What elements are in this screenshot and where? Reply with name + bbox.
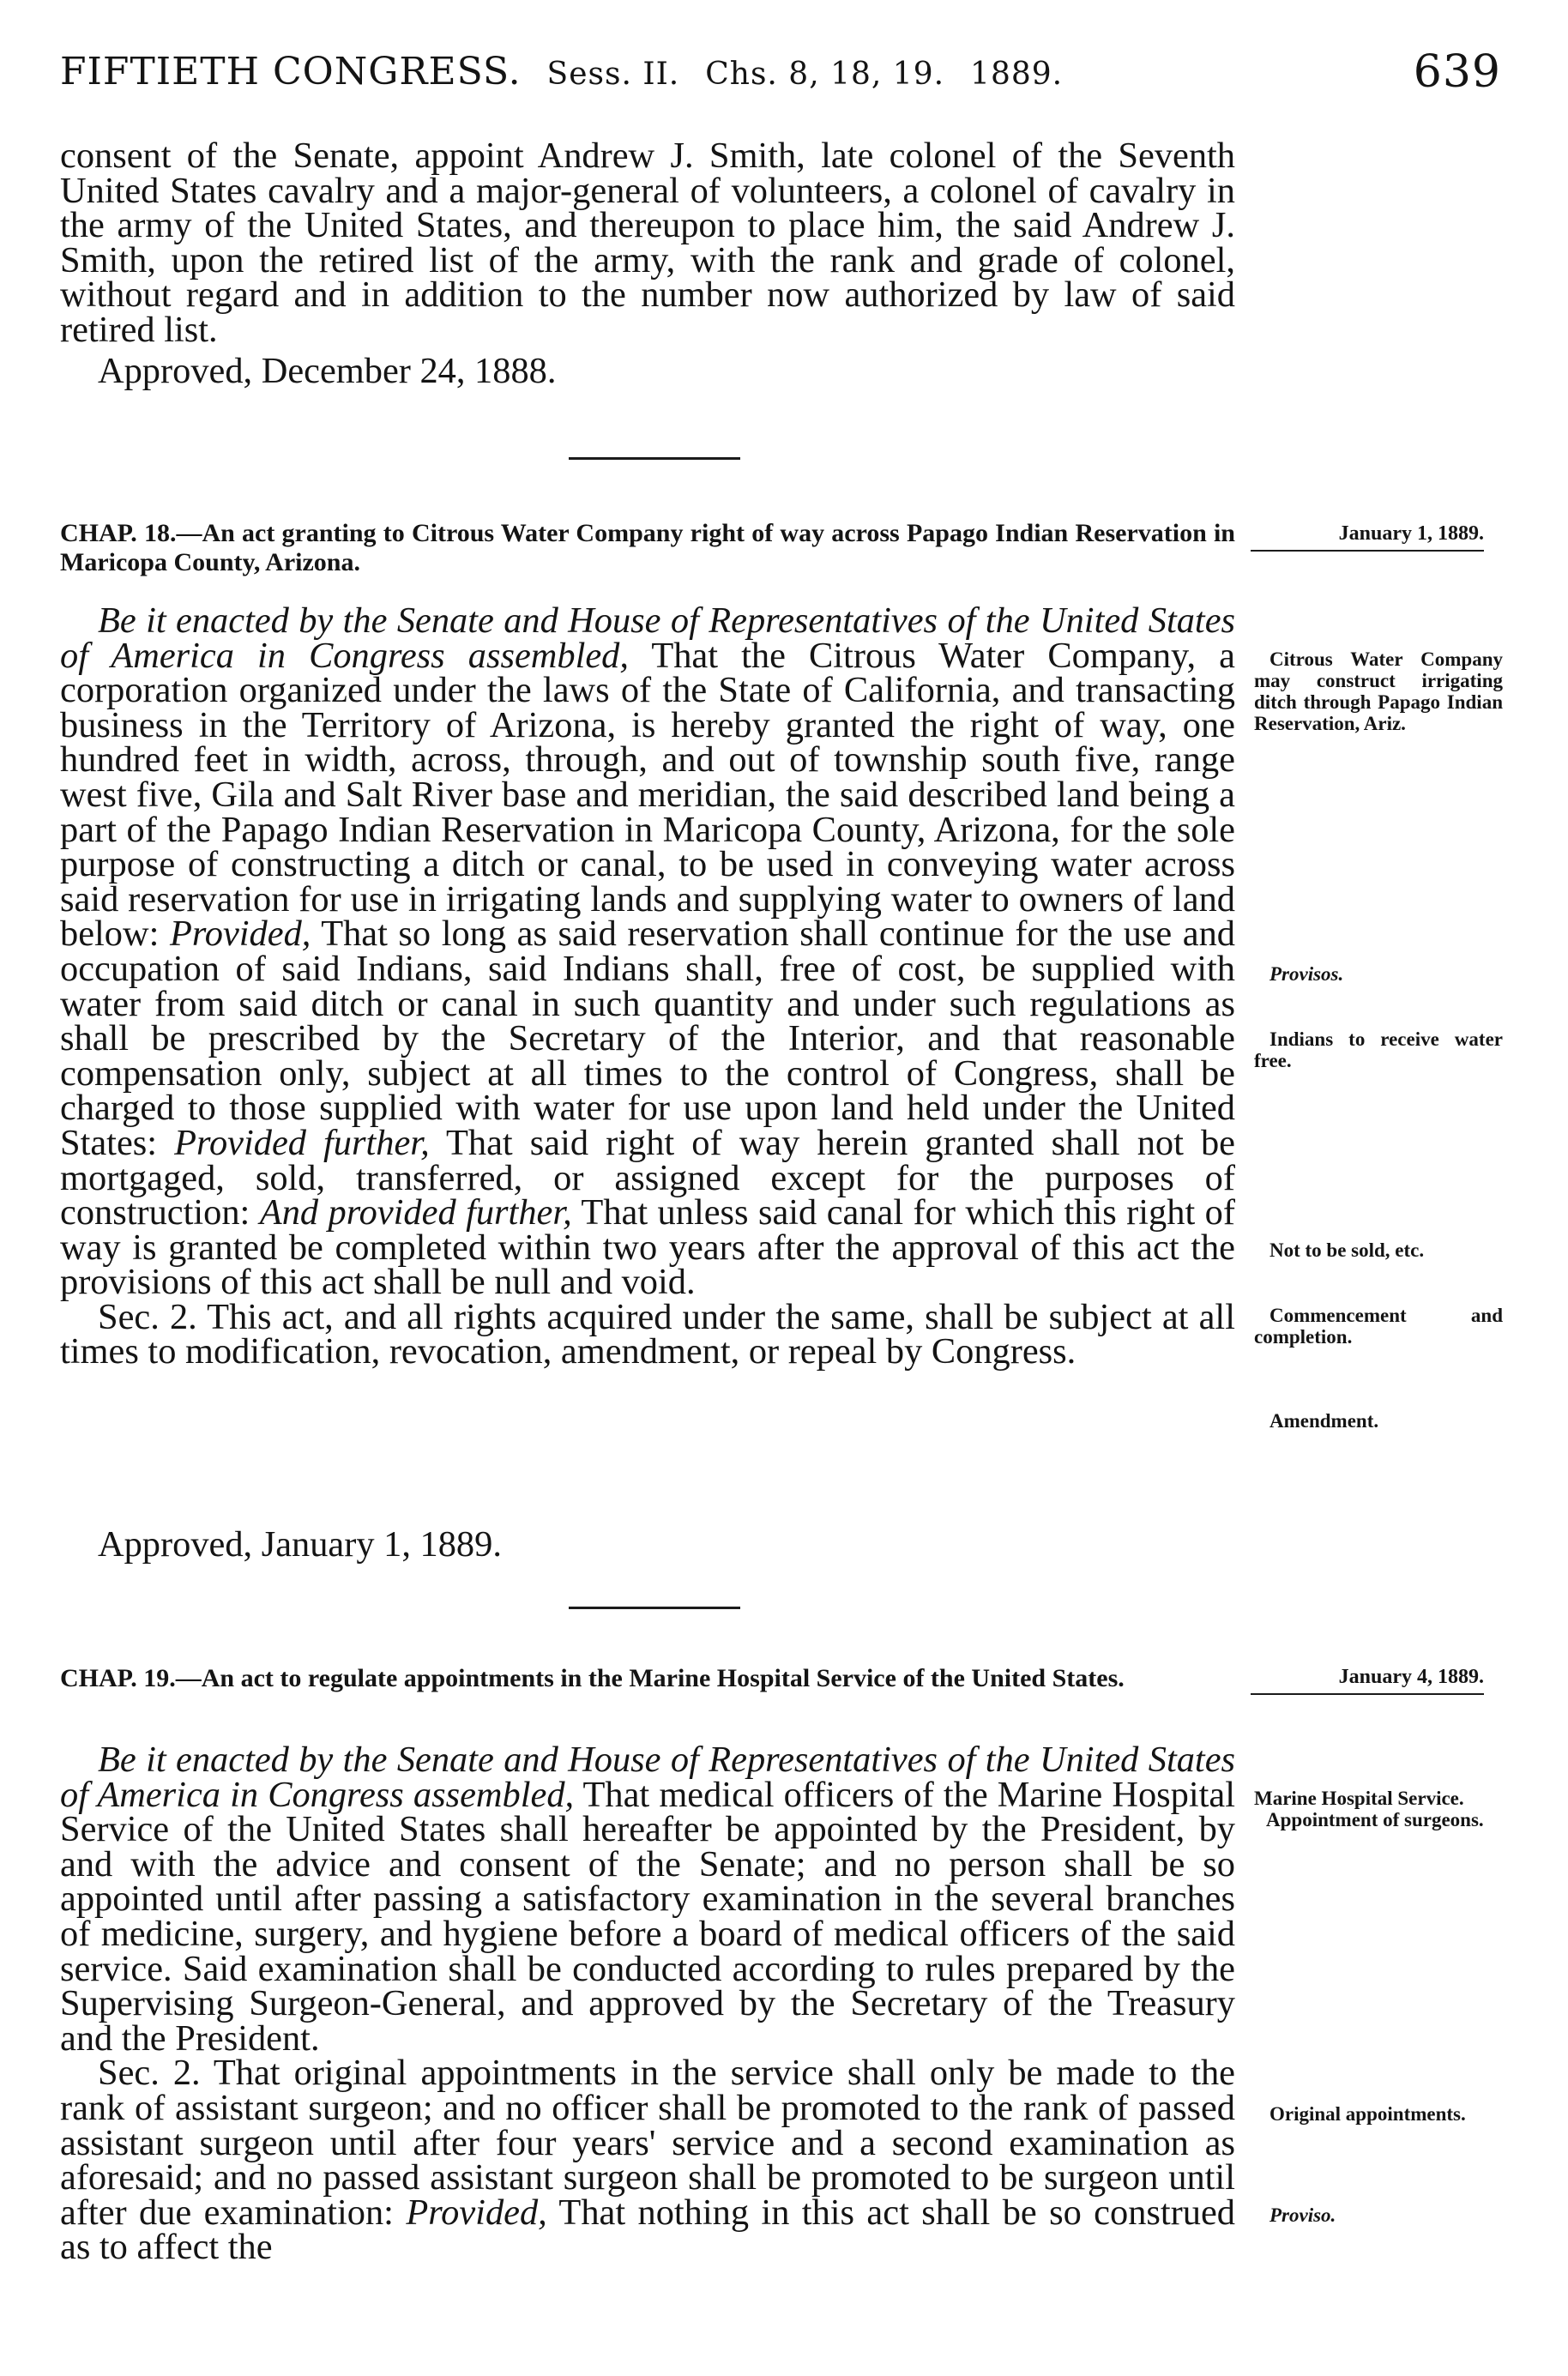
chapter-19-heading: CHAP. 19.—An act to regulate appointments in the Marine Hospital Service of the United States. <box>60 1664 1125 1692</box>
section-divider <box>569 457 740 460</box>
chapter-18-approved: Approved, January 1, 1889. <box>98 1524 502 1565</box>
margin-note-provisos: Provisos. <box>1269 963 1344 985</box>
chapter-8-approved: Approved, December 24, 1888. <box>98 351 557 391</box>
margin-note-citrous: Citrous Water Company may construct irrigating ditch through Papago Indian Reservation, Ariz. <box>1254 648 1503 734</box>
proviso-and-further-word: And provided further, <box>259 1192 572 1233</box>
section-1-text: That medical officers of the Marine Hospital Service of the United States shall hereafter be appointed by the President, by and with the advice and consent of the Senate; and no person shall be so appointed until after passing a satisfactory examination in the several branches of medicine, surgery, and hygiene before a board of medical officers of the said service. Said examination shall be conducted according to rules prepared by the Supervising Surgeon-General, and approved by the Secretary of the Treasury and the President. <box>60 1774 1235 2059</box>
marine-subtitle: Appointment of surgeons. <box>1266 1809 1484 1830</box>
margin-note-indians: Indians to receive water free. <box>1254 1028 1503 1071</box>
chapter-19-date: January 4, 1889. <box>1251 1664 1484 1695</box>
session-label: Sess. II. <box>546 57 680 92</box>
year-label: 1889. <box>970 57 1064 92</box>
enacting-clause: Be it enacted by the Senate and House of Representatives of the United States of America in Congress assembled, <box>60 600 1235 676</box>
proviso-1-text: That so long as said reservation shall continue for the use and occupation of said Indians, said Indians shall, free of cost, be supplied with water from said ditch or canal in such quantity and under such regulations as shall be prescribed by the Secretary of the Interior, and that reasonable compensation only, subject at all times to the control of Congress, shall be charged to those supplied with water for use upon land held under the United States: <box>60 914 1235 1163</box>
margin-note-marine <box>1254 1788 1503 1830</box>
chapter-18-body <box>60 600 1236 1372</box>
proviso-word: Provided, <box>406 2192 547 2233</box>
margin-note-amendment: Amendment. <box>1269 1410 1379 1432</box>
proviso-word: Provided, <box>169 914 311 955</box>
proviso-2-text: That said right of way herein granted shall not be mortgaged, sold, transferred, or assigned except for the purposes of construction: <box>60 1122 1235 1233</box>
margin-note-commencement: Commencement and completion. <box>1254 1305 1503 1348</box>
running-title: FIFTIETH CONGRESS. <box>60 50 522 93</box>
chapter-19-section-1 <box>60 1740 1235 2059</box>
margin-note-not-sold: Not to be sold, etc. <box>1269 1239 1425 1261</box>
enacting-clause: Be it enacted by the Senate and House of Representatives of the United States of America in Congress assembled, <box>60 1740 1235 1815</box>
section-1-text: That the Citrous Water Company, a corporation organized under the laws of the State of California, and transacting business in the Territory of Arizona, is hereby granted the right of way, one hundred feet in width, across, through, and out of township south five, range west five, Gila and Salt River base and meridian, the said described land being a part of the Papago Indian Reservation in Maricopa County, Arizona, for the sole purpose of constructing a ditch or canal, to be used in conveying water across said reservation for use in irrigating lands and supplying water to owners of land below: <box>60 635 1236 955</box>
running-header <box>60 38 1501 106</box>
section-2-text: Sec. 2. That original appointments in the service shall only be made to the rank of assistant surgeon; and no officer shall be promoted to the rank of passed assistant surgeon until after four years' service and a second examination as aforesaid; and no passed assistant surgeon shall be promoted to be surgeon until after due examination: <box>60 2053 1235 2233</box>
marine-title: Marine Hospital Service. <box>1254 1788 1464 1809</box>
chapter-18-section-1 <box>60 600 1236 1303</box>
running-title-line <box>60 38 1063 109</box>
chapter-19-body <box>60 1740 1235 2268</box>
chapter-18-section-2: Sec. 2. This act, and all rights acquired under the same, shall be subject at all times to modification, revocation, amendment, or repeal by Congress. <box>60 1296 1235 1372</box>
chapters-label: Chs. 8, 18, 19. <box>705 57 945 92</box>
chapter-19-section-2 <box>60 2053 1235 2268</box>
proviso-further-word: Provided further, <box>174 1122 430 1163</box>
chapter-8-continuation <box>60 136 1235 350</box>
margin-note-proviso: Proviso. <box>1269 2204 1336 2226</box>
section-divider <box>569 1607 740 1609</box>
proviso-3-text: That unless said canal for which this right of way is granted be completed within two years after the approval of this act the provisions of this act shall be null and void. <box>60 1192 1235 1303</box>
proviso-text: That nothing in this act shall be so construed as to affect the <box>60 2192 1235 2268</box>
margin-note-original: Original appointments. <box>1269 2103 1466 2125</box>
page-number: 639 <box>1413 46 1501 98</box>
chapter-8-text: consent of the Senate, appoint Andrew J. Smith, late colonel of the Seventh United States cavalry and a major-general of volunteers, a colonel of cavalry in the army of the United States, and thereupon to place him, the said Andrew J. Smith, upon the retired list of the army, with the rank and grade of colonel, without regard and in addition to the number now authorized by law of said retired list. <box>60 136 1235 350</box>
chapter-18-date: January 1, 1889. <box>1251 521 1484 552</box>
chapter-18-heading: CHAP. 18.—An act granting to Citrous Water Company right of way across Papago Indian Reservation in Maricopa County, Arizona. <box>60 519 1235 576</box>
